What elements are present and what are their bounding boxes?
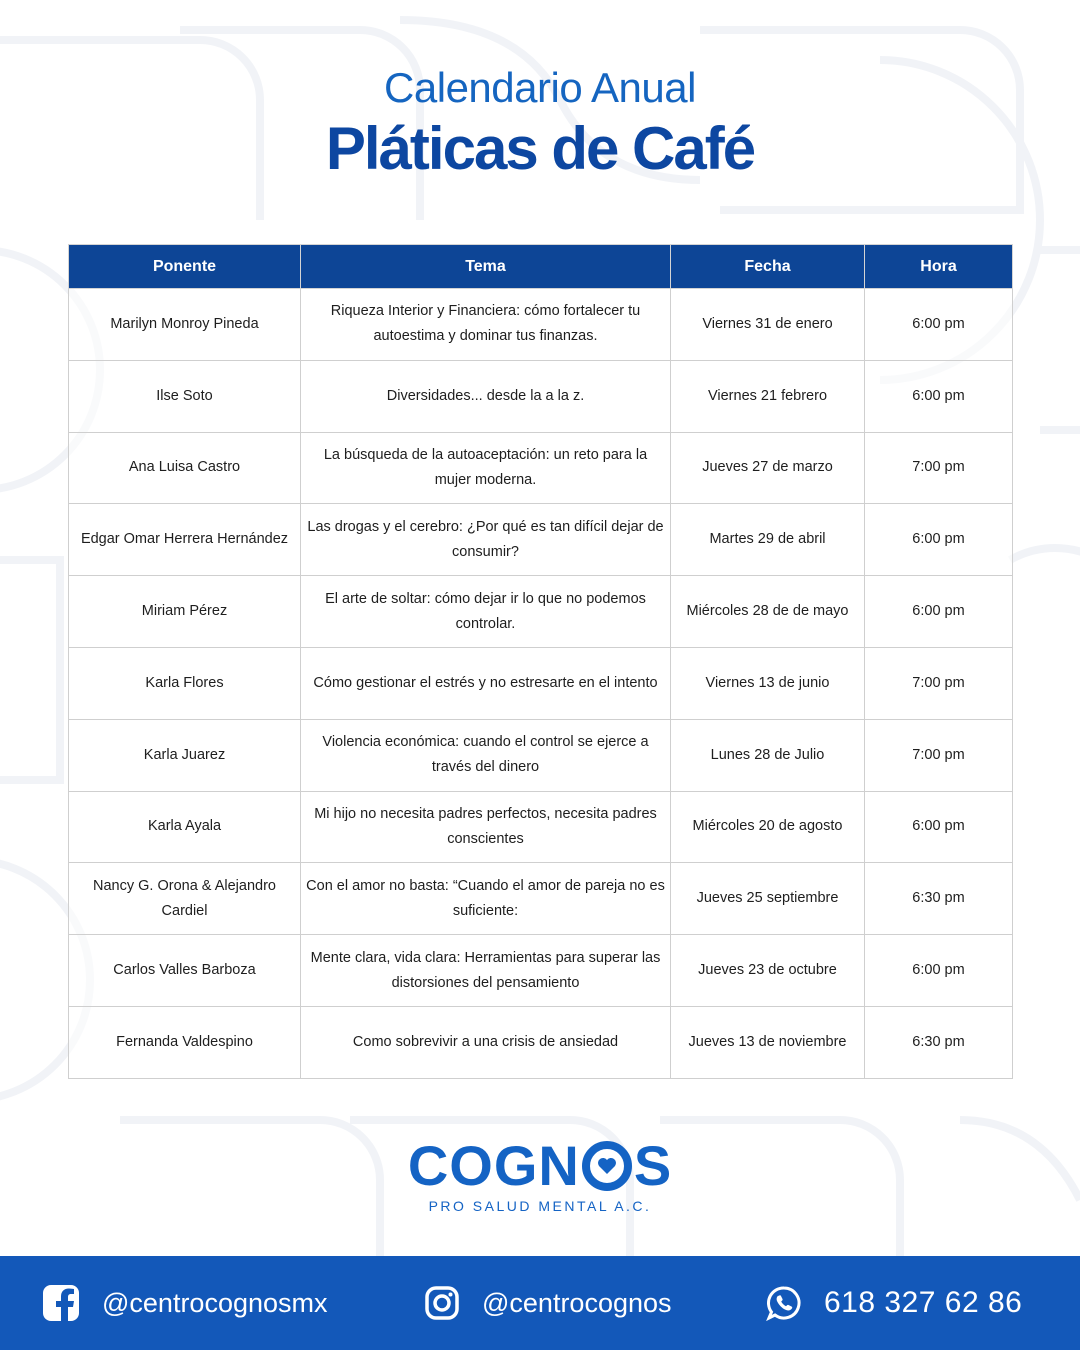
table-row: [69, 719, 1013, 791]
cell-ponente: Marilyn Monroy Pineda: [69, 289, 301, 361]
schedule-table: [68, 244, 1013, 1079]
cognos-logo: [0, 1136, 1080, 1214]
logo-wordmark: [408, 1136, 672, 1196]
cell-hora: 7:00 pm: [865, 647, 1013, 719]
cell-tema: Las drogas y el cerebro: ¿Por qué es tan difícil dejar de consumir?: [301, 504, 671, 576]
cell-ponente: Ilse Soto: [69, 360, 301, 432]
table-row: [69, 863, 1013, 935]
facebook-icon: [42, 1284, 80, 1322]
cell-fecha: Viernes 31 de enero: [671, 289, 865, 361]
cell-hora: 6:30 pm: [865, 1006, 1013, 1078]
cell-fecha: Miércoles 28 de de mayo: [671, 576, 865, 648]
whatsapp-icon: [766, 1285, 802, 1321]
cell-tema: Con el amor no basta: “Cuando el amor de pareja no es suficiente:: [301, 863, 671, 935]
cell-hora: 6:00 pm: [865, 935, 1013, 1007]
cell-ponente: Ana Luisa Castro: [69, 432, 301, 504]
table-row: [69, 504, 1013, 576]
table-row: [69, 935, 1013, 1007]
facebook-handle: @centrocognosmx: [102, 1287, 328, 1318]
instagram-handle: @centrocognos: [482, 1287, 672, 1318]
cell-tema: Mente clara, vida clara: Herramientas para superar las distorsiones del pensamiento: [301, 935, 671, 1007]
instagram-link[interactable]: [424, 1256, 672, 1350]
column-header-hora: Hora: [865, 245, 1013, 289]
cell-hora: 7:00 pm: [865, 719, 1013, 791]
logo-word-right: S: [633, 1134, 673, 1197]
cell-hora: 6:00 pm: [865, 576, 1013, 648]
logo-word-left: COGN: [407, 1134, 580, 1197]
cell-tema: Cómo gestionar el estrés y no estresarte en el intento: [301, 647, 671, 719]
logo-tagline: PRO SALUD MENTAL A.C.: [428, 1198, 652, 1214]
cell-hora: 6:00 pm: [865, 360, 1013, 432]
whatsapp-link[interactable]: [766, 1256, 1022, 1350]
table-row: [69, 432, 1013, 504]
cell-fecha: Jueves 23 de octubre: [671, 935, 865, 1007]
instagram-icon: [424, 1285, 460, 1321]
cell-ponente: Carlos Valles Barboza: [69, 935, 301, 1007]
cell-fecha: Jueves 27 de marzo: [671, 432, 865, 504]
column-header-tema: Tema: [301, 245, 671, 289]
header: [0, 62, 1080, 182]
cell-tema: Violencia económica: cuando el control se ejerce a través del dinero: [301, 719, 671, 791]
cell-ponente: Fernanda Valdespino: [69, 1006, 301, 1078]
cell-fecha: Jueves 25 septiembre: [671, 863, 865, 935]
table-row: [69, 576, 1013, 648]
table-row: [69, 1006, 1013, 1078]
whatsapp-number: 618 327 62 86: [824, 1286, 1023, 1319]
column-header-fecha: Fecha: [671, 245, 865, 289]
footer-bar: [0, 1256, 1080, 1350]
cell-fecha: Lunes 28 de Julio: [671, 719, 865, 791]
cell-ponente: Nancy G. Orona & Alejandro Cardiel: [69, 863, 301, 935]
cell-fecha: Jueves 13 de noviembre: [671, 1006, 865, 1078]
cell-tema: Diversidades... desde la a la z.: [301, 360, 671, 432]
cell-hora: 6:30 pm: [865, 863, 1013, 935]
cell-fecha: Viernes 21 febrero: [671, 360, 865, 432]
table-row: [69, 289, 1013, 361]
table-header-row: [69, 245, 1013, 289]
cell-tema: Riqueza Interior y Financiera: cómo fortalecer tu autoestima y dominar tus finanzas.: [301, 289, 671, 361]
heart-o-icon: [582, 1141, 632, 1191]
page-title: Pláticas de Café: [325, 115, 755, 182]
cell-tema: La búsqueda de la autoaceptación: un reto para la mujer moderna.: [301, 432, 671, 504]
cell-hora: 6:00 pm: [865, 289, 1013, 361]
cell-ponente: Karla Ayala: [69, 791, 301, 863]
page-subtitle: Calendario Anual: [384, 64, 696, 111]
cell-ponente: Karla Flores: [69, 647, 301, 719]
table-row: [69, 791, 1013, 863]
table-row: [69, 360, 1013, 432]
cell-tema: Como sobrevivir a una crisis de ansiedad: [301, 1006, 671, 1078]
table-row: [69, 647, 1013, 719]
cell-tema: El arte de soltar: cómo dejar ir lo que no podemos controlar.: [301, 576, 671, 648]
cell-fecha: Martes 29 de abril: [671, 504, 865, 576]
cell-hora: 6:00 pm: [865, 791, 1013, 863]
cell-fecha: Miércoles 20 de agosto: [671, 791, 865, 863]
cell-fecha: Viernes 13 de junio: [671, 647, 865, 719]
cell-hora: 7:00 pm: [865, 432, 1013, 504]
cell-tema: Mi hijo no necesita padres perfectos, necesita padres conscientes: [301, 791, 671, 863]
cell-ponente: Karla Juarez: [69, 719, 301, 791]
cell-ponente: Miriam Pérez: [69, 576, 301, 648]
facebook-link[interactable]: [42, 1256, 328, 1350]
cell-ponente: Edgar Omar Herrera Hernández: [69, 504, 301, 576]
cell-hora: 6:00 pm: [865, 504, 1013, 576]
column-header-ponente: Ponente: [69, 245, 301, 289]
